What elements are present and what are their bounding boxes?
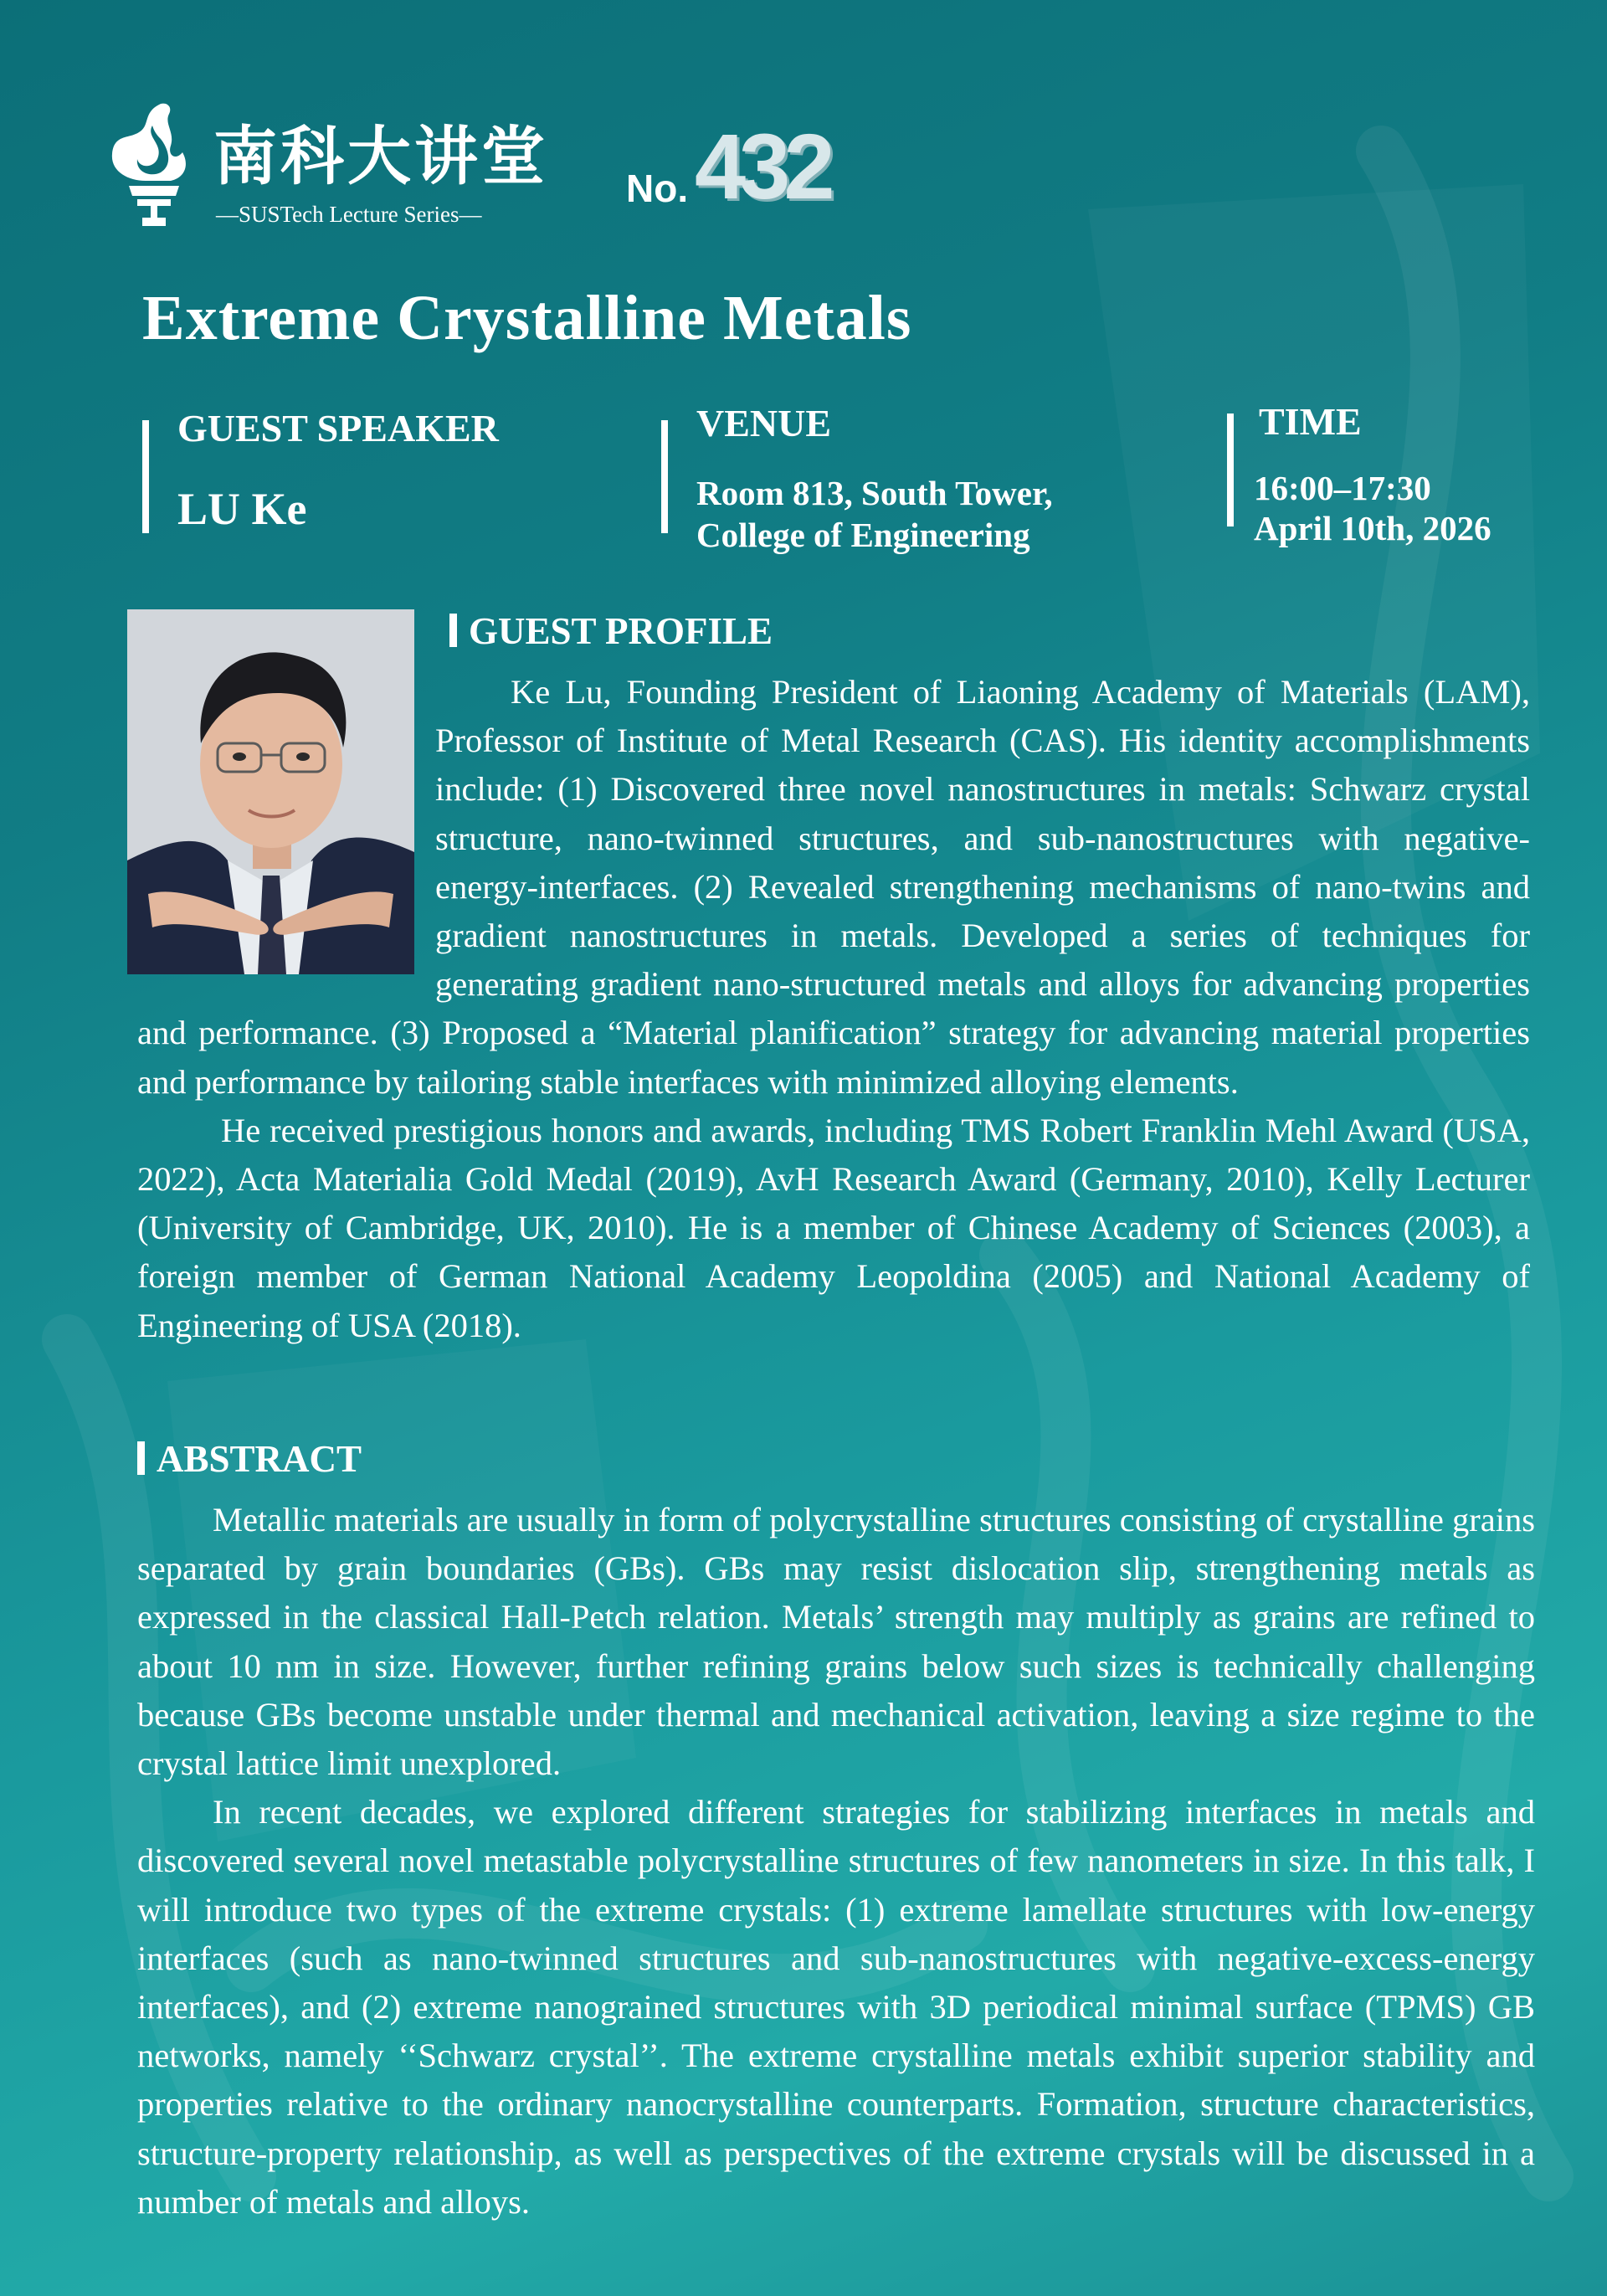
profile-paragraph-2: He received prestigious honors and awards, including TMS Robert Franklin Mehl Award (USA, 2022), Acta Materialia Gold Medal (2019), AvH Research Award (Germany, 2010), Kelly Lecturer (University of Cambridge, UK, 2010). He is a member of Chinese Academy of Sciences (2003), a foreign member of German National Academy Leopoldina (2005) and National Academy of Engineering of USA (2018). [137, 1111, 1530, 1344]
issue-label: No. [626, 167, 689, 210]
series-english-name: —SUSTech Lecture Series— [216, 202, 482, 227]
guest-profile-heading [449, 608, 773, 655]
lecture-date: April 10th, 2026 [1254, 509, 1491, 547]
speaker-label: GUEST SPEAKER [177, 407, 499, 449]
lecture-series-header [109, 100, 862, 234]
issue-number: 432 [695, 116, 829, 218]
abstract-text [137, 1496, 1535, 2227]
abstract-paragraph-1: Metallic materials are usually in form of polycrystalline structures consisting of crystalline grains separated by grain boundaries (GBs). GBs may resist dislocation slip, strengthening metals as expressed in the classical Hall-Petch relation. Metals’ strength may multiply as grains are refined to about 10 nm in size. However, further refining grains below such sizes is technically challenging because GBs become unstable under thermal and mechanical activation, leaving a size regime to the crystal lattice limit unexplored. [137, 1501, 1535, 1783]
abstract-heading-text: ABSTRACT [157, 1438, 362, 1480]
time-divider [1227, 413, 1234, 526]
lecture-title: Extreme Crystalline Metals [142, 283, 912, 353]
venue-label: VENUE [696, 402, 832, 444]
series-chinese-name: 南科大讲堂 [213, 119, 548, 193]
venue-line-2: College of Engineering [696, 516, 1030, 554]
venue-info [661, 402, 1130, 554]
speaker-divider [142, 420, 149, 533]
time-label: TIME [1259, 400, 1362, 443]
heading-marker [137, 1441, 145, 1475]
speaker-info [142, 403, 611, 550]
speaker-name: LU Ke [177, 484, 307, 534]
abstract-paragraph-2: In recent decades, we explored different strategies for stabilizing interfaces in metals and discovered several novel metastable polycrystalline structures of few nanometers in size. In this talk, I will introduce two types of the extreme crystals: (1) extreme lamellate structures with low-energy interfaces (such as nano-twinned structures and sub-nanostructures with negative-excess-energy interfaces), and (2) extreme nanograined structures with 3D periodical minimal surface (TPMS) GB networks, namely ‘‘Schwarz crystal’’. The extreme crystalline metals exhibit superior stability and properties relative to the ordinary nanocrystalline counterparts. Formation, structure characteristics, structure-property relationship, as well as perspectives of the extreme crystals will be discussed in a number of metals and alloys. [137, 1793, 1535, 2221]
venue-divider [661, 420, 668, 533]
venue-line-1: Room 813, South Tower, [696, 474, 1053, 512]
profile-paragraph-1: Ke Lu, Founding President of Liaoning Academy of Materials (LAM), Professor of Institute of Metal Research (CAS). His identity accomplishments include: (1) Discovered three novel nanostructures in metals: Schwarz crystal structure, nano-twinned structures, and sub-nanostructures with negative-energy-interfaces. (2) Revealed strengthening mechanisms of nano-twins and gradient nanostructures in metals. Developed a series of techniques for generating gradient nano-structured metals and alloys for advancing properties and performance. (3) Proposed a “Material planification” strategy for advancing material properties and performance by tailoring stable interfaces with minimized alloying elements. [137, 673, 1530, 1101]
guest-profile-text [137, 668, 1530, 1350]
abstract-heading [137, 1436, 362, 1482]
heading-marker [449, 614, 457, 647]
guest-profile-heading-text: GUEST PROFILE [469, 610, 773, 652]
time-info [1227, 400, 1579, 550]
time-range: 16:00–17:30 [1254, 469, 1431, 507]
torch-logo-icon [109, 100, 188, 234]
